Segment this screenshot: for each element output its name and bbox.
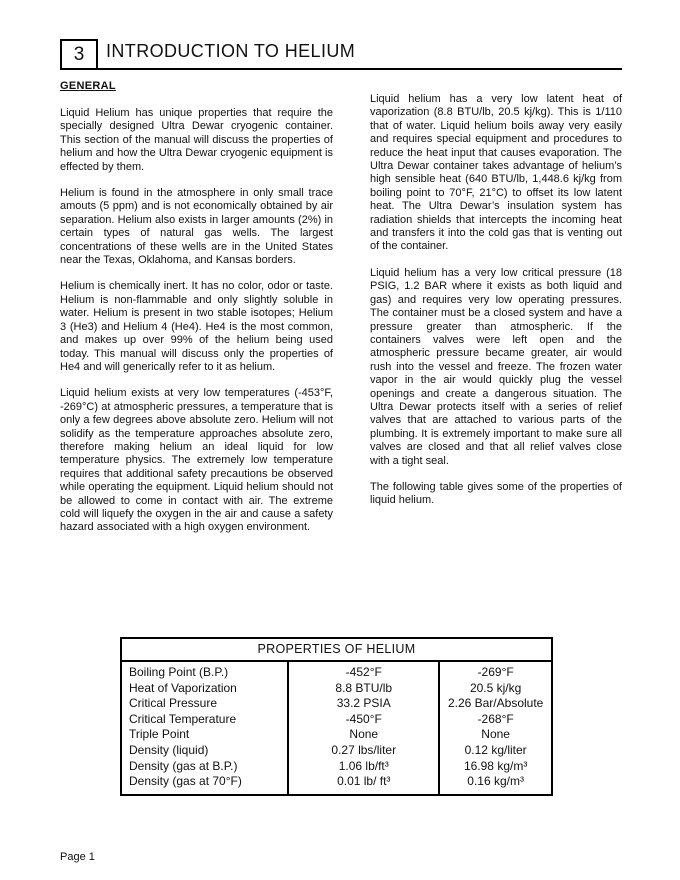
left-column xyxy=(60,107,333,535)
property-cell: Density (gas at 70°F) xyxy=(121,774,288,795)
property-cell: Boiling Point (B.P.) xyxy=(121,661,288,681)
table-row xyxy=(121,712,552,728)
imperial-value-cell: -452°F xyxy=(288,661,439,681)
paragraph: Liquid helium has a very low latent heat of vaporization (8.8 BTU/lb, 20.5 kj/kg). This is 1/110 that of water. Liquid helium boils away very easily and requires special equipment and procedures to reduce the heat input that causes evaporation. The Ultra Dewar container takes advantage of helium’s high sensible heat (640 BTU/lb, 1,448.6 kj/kg from boiling point to 70°F, 21°C) to offset its low latent heat. The Ultra Dewar’s insulation system has radiation shields that intercepts the incoming heat and transfers it into the cold gas that is venting out of the container. xyxy=(370,93,622,253)
imperial-value-cell: None xyxy=(288,727,439,743)
table-header-row xyxy=(121,638,552,661)
table-title: PROPERTIES OF HELIUM xyxy=(121,638,552,661)
page-footer: Page 1 xyxy=(60,851,95,863)
paragraph: The following table gives some of the properties of liquid helium. xyxy=(370,480,622,507)
table-row xyxy=(121,774,552,795)
table-row xyxy=(121,759,552,775)
metric-value-cell: 16.98 kg/m³ xyxy=(439,759,552,775)
table-row xyxy=(121,696,552,712)
section-heading: GENERAL xyxy=(60,80,116,92)
metric-value-cell: 20.5 kj/kg xyxy=(439,681,552,697)
metric-value-cell: -268°F xyxy=(439,712,552,728)
imperial-value-cell: 1.06 lb/ft³ xyxy=(288,759,439,775)
table-row xyxy=(121,681,552,697)
property-cell: Density (gas at B.P.) xyxy=(121,759,288,775)
metric-value-cell: 2.26 Bar/Absolute xyxy=(439,696,552,712)
metric-value-cell: None xyxy=(439,727,552,743)
right-column xyxy=(370,93,622,508)
chapter-number-box xyxy=(60,39,98,70)
paragraph: Liquid Helium has unique properties that require the specially designed Ultra Dewar cryogenic container. This section of the manual will discuss the properties of helium and how the Ultra Dewar cryogenic equipment is effected by them. xyxy=(60,107,333,173)
chapter-number: 3 xyxy=(73,43,85,65)
property-cell: Critical Temperature xyxy=(121,712,288,728)
metric-value-cell: 0.16 kg/m³ xyxy=(439,774,552,795)
imperial-value-cell: -450°F xyxy=(288,712,439,728)
table-row xyxy=(121,743,552,759)
properties-table xyxy=(120,637,553,796)
imperial-value-cell: 0.27 lbs/liter xyxy=(288,743,439,759)
property-cell: Density (liquid) xyxy=(121,743,288,759)
paragraph: Helium is found in the atmosphere in only small trace amouts (5 ppm) and is not economically obtained by air separation. Helium also exists in larger amounts (2%) in certain types of natural gas wells. The largest concentrations of these wells are in the United States near the Texas, Oklahoma, and Kansas borders. xyxy=(60,187,333,267)
metric-value-cell: -269°F xyxy=(439,661,552,681)
page-title: INTRODUCTION TO HELIUM xyxy=(106,41,356,61)
imperial-value-cell: 33.2 PSIA xyxy=(288,696,439,712)
property-cell: Triple Point xyxy=(121,727,288,743)
imperial-value-cell: 8.8 BTU/lb xyxy=(288,681,439,697)
paragraph: Liquid helium exists at very low temperatures (-453°F, -269°C) at atmospheric pressures, a temperature that is only a few degrees above absolute zero. Helium will not solidify as the temperature approaches absolute zero, therefore making helium an ideal liquid for low temperature physics. The extremely low temperature requires that additional safety precautions be observed while operating the equipment. Liquid helium should not be allowed to come in contact with air. The extreme cold will liquefy the oxygen in the air and cause a safety hazard associated with a high oxygen environment. xyxy=(60,387,333,534)
header-divider xyxy=(60,68,622,70)
paragraph: Liquid helium has a very low critical pressure (18 PSIG, 1.2 BAR where it exists as both liquid and gas) and requires very low operating pressures. The container must be a closed system and have a pressure greater than atmospheric. If the containers valves were left open and the atmospheric pressure became greater, air would rush into the vessel and freeze. The frozen water vapor in the air would quickly plug the vessel openings and create a dangerous situation. The Ultra Dewar protects itself with a series of relief valves that are attached to various parts of the plumbing. It is extremely important to make sure all valves are closed and that all relief valves close with a tight seal. xyxy=(370,266,622,467)
property-cell: Heat of Vaporization xyxy=(121,681,288,697)
paragraph: Helium is chemically inert. It has no color, odor or taste. Helium is non-flammable and only slightly soluble in water. Helium is present in two stable isotopes; Helium 3 (He3) and Helium 4 (He4). He4 is the most common, and makes up over 99% of the helium being used today. This manual will discuss only the properties of He4 and will generically refer to it as helium. xyxy=(60,280,333,373)
imperial-value-cell: 0.01 lb/ ft³ xyxy=(288,774,439,795)
table-row xyxy=(121,727,552,743)
metric-value-cell: 0.12 kg/liter xyxy=(439,743,552,759)
property-cell: Critical Pressure xyxy=(121,696,288,712)
table-row xyxy=(121,661,552,681)
